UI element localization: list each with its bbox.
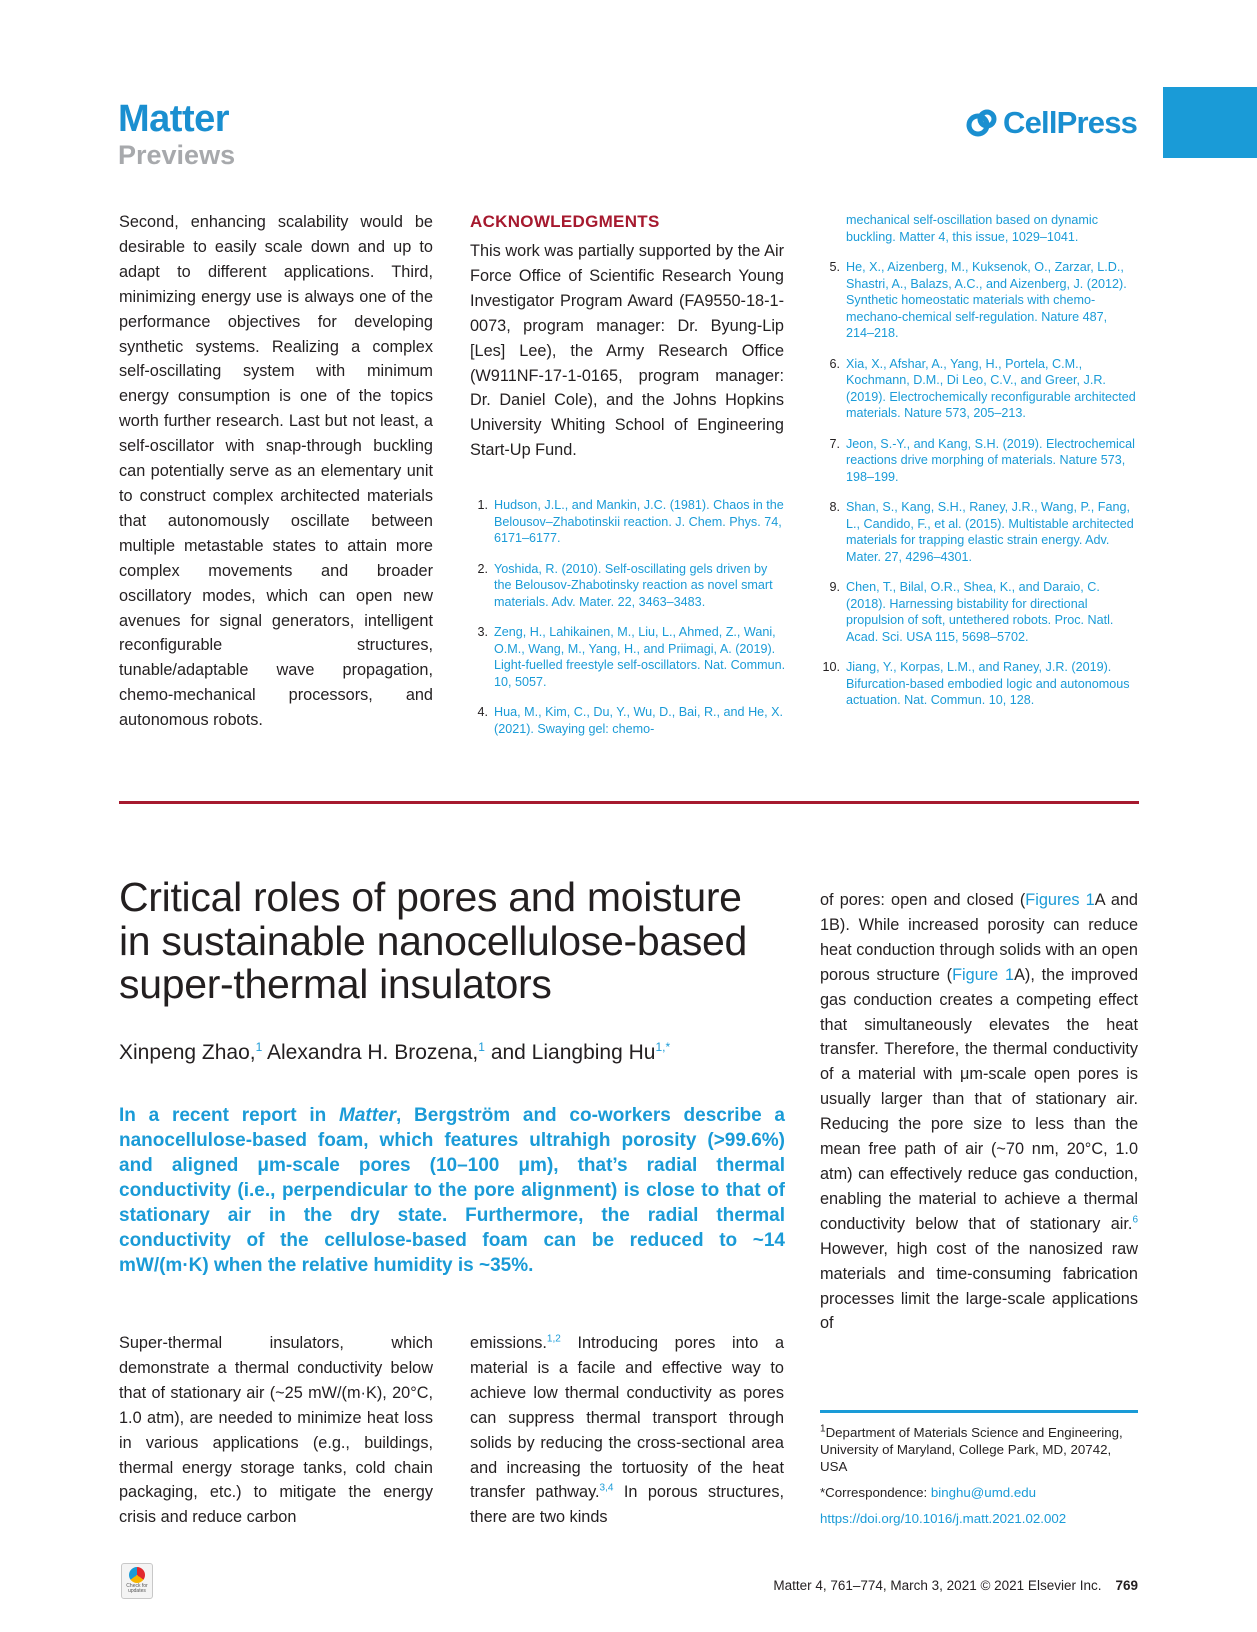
reference-text: Hudson, J.L., and Mankin, J.C. (1981). Chaos in the Belousov–Zhabotinskii reaction. J. Chem. Phys. 74, 6171–6177. — [494, 498, 784, 545]
text-run: Introducing pores into a material is a facile and effective way to achieve low thermal conductivity as pores can suppress thermal transport through solids by reducing the cross-sectional area and increasing the tortuosity of the heat transfer pathway. — [470, 1334, 784, 1502]
footer — [700, 1577, 1138, 1595]
cellpress-logo[interactable] — [965, 105, 1137, 141]
reference-item-continued[interactable] — [820, 212, 1138, 245]
affiliation — [820, 1424, 1138, 1475]
text-run: However, high cost of the nanosized raw materials and time-consuming fabrication processes limit the large-scale applications of — [820, 1239, 1138, 1333]
reference-text: Chen, T., Bilal, O.R., Shea, K., and Daraio, C. (2018). Harnessing bistability for directional propulsion of soft, untethered robots. Proc. Natl. Acad. Sci. USA 115, 5698–5702. — [846, 580, 1114, 644]
check-for-updates-icon — [129, 1567, 145, 1583]
email-link[interactable]: binghu@umd.edu — [930, 1485, 1037, 1500]
section-divider — [119, 801, 1139, 804]
affiliation-text: Department of Materials Science and Engineering, University of Maryland, College Park, MD, 20742, USA — [820, 1425, 1123, 1474]
figure-link[interactable]: Figure 1 — [952, 965, 1015, 984]
page-number: 769 — [1115, 1578, 1138, 1593]
paragraph: Super-thermal insulators, which demonstrate a thermal conductivity below that of stationary air (~25 mW/(m·K), 20°C, 1.0 atm), are needed to minimize heat loss in various applications (e.g., buildings, thermal energy storage tanks, cold chain packaging, etc.) to mitigate the energy crisis and reduce carbon — [119, 1334, 433, 1527]
journal-subtitle: Previews — [118, 140, 236, 170]
abstract-text: , Bergström and co-workers describe a nanocellulose-based foam, which features ultrahigh porosity (>99.6%) and aligned μm-scale pores (10–100 μm), that’s radial thermal conductivity (i.e., perpendicular to the pore alignment) is close to that of stationary air in the dry state. Furthermore, the radial thermal conductivity of the cellulose-based foam can be reduced to ~14 mW/(m·K) when the relative humidity is ~35%. — [119, 1105, 786, 1276]
reference-text: Hua, M., Kim, C., Du, Y., Wu, D., Bai, R., and He, X. (2021). Swaying gel: chemo- — [494, 705, 784, 736]
author-affiliation-mark[interactable]: 1,* — [655, 1040, 671, 1054]
continued-text-column — [119, 210, 433, 733]
citation-link[interactable]: 3,4 — [599, 1483, 614, 1495]
doi — [820, 1510, 1138, 1527]
reference-text: mechanical self-oscillation based on dynamic buckling. Matter 4, this issue, 1029–1041. — [846, 213, 1099, 244]
article-column-2 — [470, 1331, 784, 1530]
reference-number: 4. — [477, 705, 488, 719]
correspondence-label: *Correspondence: — [820, 1485, 931, 1500]
reference-text: Xia, X., Afshar, A., Yang, H., Portela, C.M., Kochmann, D.M., Di Leo, C.V., and Greer, J.R. (2019). Electrochemically reconfigurable architected materials. Nature 573, 205–213. — [846, 356, 1136, 420]
reference-text: Shan, S., Kang, S.H., Raney, J.R., Wang, P., Fang, L., Candido, F., et al. (2015). Multistable architected materials for trapping elastic strain energy. Adv. Mater. 27, 4296–4301. — [846, 500, 1134, 564]
corner-tab — [1163, 87, 1257, 158]
reference-text: Jiang, Y., Korpas, L.M., and Raney, J.R. (2019). Bifurcation-based embodied logic and autonomous actuation. Nat. Commun. 10, 128. — [846, 660, 1130, 707]
reference-number: 10. — [822, 660, 840, 674]
reference-text: He, X., Aizenberg, M., Kuksenok, O., Zarzar, L.D., Shastri, A., Balazs, A.C., and Aizenberg, J. (2012). Synthetic homeostatic materials with chemo-mechano-chemical self-regulation. Nature 487, 214–218. — [846, 260, 1127, 340]
citation-link[interactable]: 1,2 — [546, 1333, 561, 1345]
text-run: In porous structures, there are two kinds — [470, 1483, 784, 1527]
reference-number: 3. — [477, 625, 488, 639]
reference-item[interactable] — [470, 561, 786, 611]
paragraph: Second, enhancing scalability would be desirable to easily scale down and up to adapt to different applications. Third, minimizing energy use is always one of the performance objectives for developing synthetic systems. Realizing a complex self-oscillating system with minimum energy consumption is one of the topics worth further research. Last but not least, a self-oscillator with snap-through buckling can potentially serve as an elementary unit to construct complex architected materials that autonomously oscillate between multiple metastable states to attain more complex movements and broader oscillatory modes, which can open new avenues for signal generators, intelligent reconfigurable structures, tunable/adaptable wave propagation, chemo-mechanical processors, and autonomous robots. — [119, 213, 433, 730]
footer-citation: Matter 4, 761–774, March 3, 2021 © 2021 Elsevier Inc. — [773, 1578, 1102, 1593]
author-name: and Liangbing Hu — [490, 1041, 656, 1064]
paragraph — [820, 888, 1138, 1336]
reference-item[interactable] — [470, 704, 786, 737]
reference-number: 7. — [829, 436, 840, 451]
text-run: A and 1B). While increased porosity can reduce heat conduction through solids with an open porous structure ( — [820, 891, 1138, 984]
reference-number: 1. — [477, 498, 488, 512]
author-name: Alexandra H. Brozena, — [266, 1041, 479, 1064]
affiliation-mark: 1 — [820, 1423, 826, 1435]
affiliation-divider — [820, 1410, 1138, 1413]
reference-item[interactable] — [820, 659, 1138, 709]
reference-item[interactable] — [820, 436, 1138, 486]
acknowledgments-text: This work was partially supported by the Air Force Office of Scientific Research Young Investigator Program Award (FA9550-18-1-0073, program manager: Dr. Byung-Lip [Les] Lee), the Army Research Office (W911NF-17-1-0165, program manager: Dr. Daniel Cole), and the Johns Hopkins University Whiting School of Engineering Start-Up Fund. — [470, 242, 784, 460]
reference-number: 6. — [829, 356, 840, 371]
article-column-3 — [820, 888, 1138, 1336]
journal-title: Matter — [118, 98, 230, 140]
reference-list-left — [470, 497, 786, 751]
author-list — [119, 1040, 799, 1066]
reference-number: 2. — [477, 561, 488, 576]
reference-text: Jeon, S.-Y., and Kang, S.H. (2019). Electrochemical reactions drive morphing of materials. Nature 573, 198–199. — [846, 436, 1135, 484]
reference-item[interactable] — [470, 624, 786, 690]
reference-item[interactable] — [820, 259, 1138, 342]
reference-item[interactable] — [820, 356, 1138, 422]
check-for-updates-label: Check for updates — [126, 1583, 148, 1594]
abstract-journal: Matter — [339, 1105, 397, 1126]
reference-item[interactable] — [820, 579, 1138, 645]
citation-link[interactable]: 6 — [1132, 1214, 1138, 1226]
abstract — [119, 1103, 785, 1278]
affiliation-block — [820, 1424, 1138, 1536]
text-run: of pores: open and closed ( — [820, 891, 1026, 909]
article-column-1 — [119, 1331, 433, 1530]
acknowledgments-section — [470, 210, 784, 463]
paragraph — [470, 1331, 784, 1530]
text-run: emissions. — [470, 1334, 547, 1352]
acknowledgments-heading: ACKNOWLEDGMENTS — [470, 212, 660, 231]
publisher-name: CellPress — [1003, 105, 1138, 140]
abstract-text: In a recent report in — [119, 1105, 340, 1126]
reference-number: 9. — [829, 580, 840, 594]
text-run: A), the improved gas conduction creates a competing effect that simultaneously elevates the heat transfer. Therefore, the thermal conductivity of a material with μm-scale open pores is usually larger than that of stationary air. Reducing the pore size to less than the mean free path of air (~70 nm, 20°C, 1.0 atm) can effectively reduce gas conduction, enabling the material to achieve a thermal conductivity below that of stationary air. — [820, 965, 1138, 1233]
reference-text: Zeng, H., Lahikainen, M., Liu, L., Ahmed, Z., Wani, O.M., Wang, M., Yang, H., and Priimagi, A. (2019). Light-fuelled freestyle self-oscillators. Nat. Commun. 10, 5057. — [494, 625, 786, 689]
doi-link[interactable]: https://doi.org/10.1016/j.matt.2021.02.002 — [820, 1511, 1067, 1526]
reference-item[interactable] — [470, 497, 786, 547]
reference-number: 8. — [829, 500, 840, 514]
check-for-updates-badge[interactable] — [121, 1563, 153, 1599]
cellpress-logo-icon — [965, 108, 999, 138]
reference-item[interactable] — [820, 499, 1138, 565]
figure-link[interactable]: Figures 1 — [1025, 891, 1095, 909]
author-affiliation-mark[interactable]: 1 — [255, 1040, 263, 1054]
reference-number: 5. — [829, 260, 840, 274]
reference-text: Yoshida, R. (2010). Self-oscillating gels driven by the Belousov-Zhabotinsky reaction as novel smart materials. Adv. Mater. 22, 3463–3483. — [494, 561, 773, 609]
article-title: Critical roles of pores and moisture in sustainable nanocellulose-based super-thermal insulators — [119, 874, 748, 1007]
reference-list-right — [820, 212, 1138, 723]
author-affiliation-mark[interactable]: 1 — [478, 1040, 485, 1054]
correspondence — [820, 1484, 1138, 1501]
author-name: Xinpeng Zhao, — [119, 1041, 256, 1064]
